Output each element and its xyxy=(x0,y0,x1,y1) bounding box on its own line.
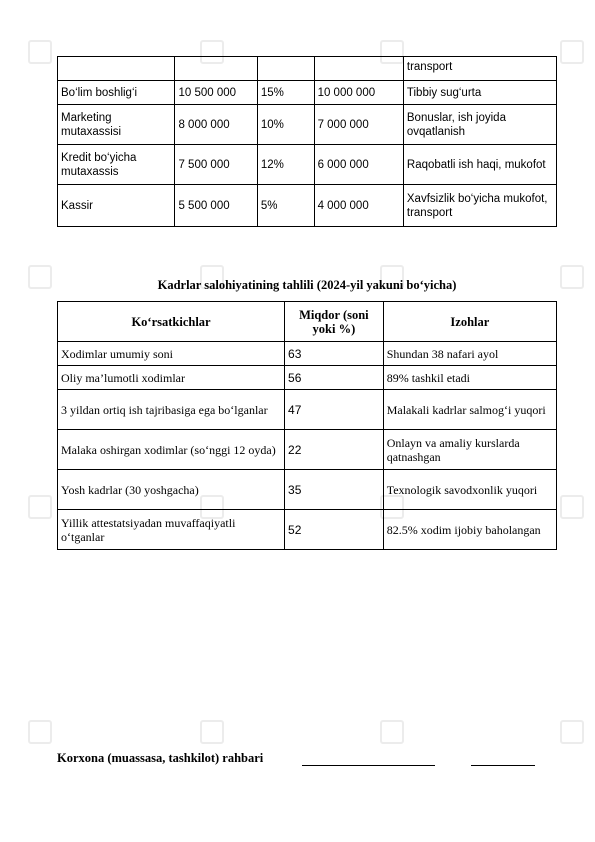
value-cell: 52 xyxy=(285,510,384,550)
bonus-cell: 6 000 000 xyxy=(314,145,403,185)
value-cell: 35 xyxy=(285,470,384,510)
notes-cell: transport xyxy=(403,57,556,81)
salary-table xyxy=(57,56,557,227)
indicator-cell: Yosh kadrlar (30 yoshgacha) xyxy=(58,470,285,510)
amount-cell: 5 500 000 xyxy=(175,185,257,227)
percent-cell: 15% xyxy=(257,81,314,105)
table-row xyxy=(58,510,557,550)
amount-cell: 7 500 000 xyxy=(175,145,257,185)
value-cell: 22 xyxy=(285,430,384,470)
header-quantity: Miqdor (soni yoki %) xyxy=(285,302,384,342)
table-row xyxy=(58,366,557,390)
header-notes: Izohlar xyxy=(383,302,556,342)
notes-cell: Raqobatli ish haqi, mukofot xyxy=(403,145,556,185)
signature-label: Korxona (muassasa, tashkilot) rahbari xyxy=(57,751,264,765)
note-cell: Malakali kadrlar salmog‘i yuqori xyxy=(383,390,556,430)
percent-cell: 5% xyxy=(257,185,314,227)
percent-cell: 12% xyxy=(257,145,314,185)
percent-cell: 10% xyxy=(257,105,314,145)
table-row xyxy=(58,430,557,470)
position-cell: Bo‘lim boshlig‘i xyxy=(58,81,175,105)
bonus-cell: 7 000 000 xyxy=(314,105,403,145)
notes-cell: Xavfsizlik bo‘yicha mukofot, transport xyxy=(403,185,556,227)
amount-cell: 10 500 000 xyxy=(175,81,257,105)
table-row xyxy=(58,342,557,366)
note-cell: Shundan 38 nafari ayol xyxy=(383,342,556,366)
table-row xyxy=(58,470,557,510)
staff-analysis-table xyxy=(57,301,557,550)
amount-cell xyxy=(175,57,257,81)
table-row xyxy=(58,105,557,145)
indicator-cell: 3 yildan ortiq ish tajribasiga ega bo‘lganlar xyxy=(58,390,285,430)
position-cell: Marketing mutaxassisi xyxy=(58,105,175,145)
note-cell: Texnologik savodxonlik yuqori xyxy=(383,470,556,510)
note-cell: 89% tashkil etadi xyxy=(383,366,556,390)
position-cell: Kassir xyxy=(58,185,175,227)
table-row xyxy=(58,81,557,105)
position-cell: Kredit bo‘yicha mutaxassis xyxy=(58,145,175,185)
indicator-cell: Malaka oshirgan xodimlar (so‘nggi 12 oyda) xyxy=(58,430,285,470)
bonus-cell xyxy=(314,57,403,81)
value-cell: 63 xyxy=(285,342,384,366)
notes-cell: Tibbiy sug‘urta xyxy=(403,81,556,105)
value-cell: 47 xyxy=(285,390,384,430)
indicator-cell: Yillik attestatsiyadan muvaffaqiyatli o‘tganlar xyxy=(58,510,285,550)
table-row xyxy=(58,390,557,430)
amount-cell: 8 000 000 xyxy=(175,105,257,145)
notes-cell: Bonuslar, ish joyida ovqatlanish xyxy=(403,105,556,145)
indicator-cell: Oliy ma’lumotli xodimlar xyxy=(58,366,285,390)
percent-cell xyxy=(257,57,314,81)
signature-footer xyxy=(57,751,557,766)
bonus-cell: 10 000 000 xyxy=(314,81,403,105)
staff-analysis-title: Kadrlar salohiyatining tahlili (2024-yil yakuni bo‘yicha) xyxy=(157,278,457,292)
signature-line[interactable] xyxy=(302,765,435,766)
bonus-cell: 4 000 000 xyxy=(314,185,403,227)
table-row xyxy=(58,57,557,81)
date-line[interactable] xyxy=(471,765,535,766)
note-cell: Onlayn va amaliy kurslarda qatnashgan xyxy=(383,430,556,470)
table-row xyxy=(58,185,557,227)
position-cell xyxy=(58,57,175,81)
table-header-row xyxy=(58,302,557,342)
header-indicators: Ko‘rsatkichlar xyxy=(58,302,285,342)
value-cell: 56 xyxy=(285,366,384,390)
indicator-cell: Xodimlar umumiy soni xyxy=(58,342,285,366)
note-cell: 82.5% xodim ijobiy baholangan xyxy=(383,510,556,550)
table-row xyxy=(58,145,557,185)
